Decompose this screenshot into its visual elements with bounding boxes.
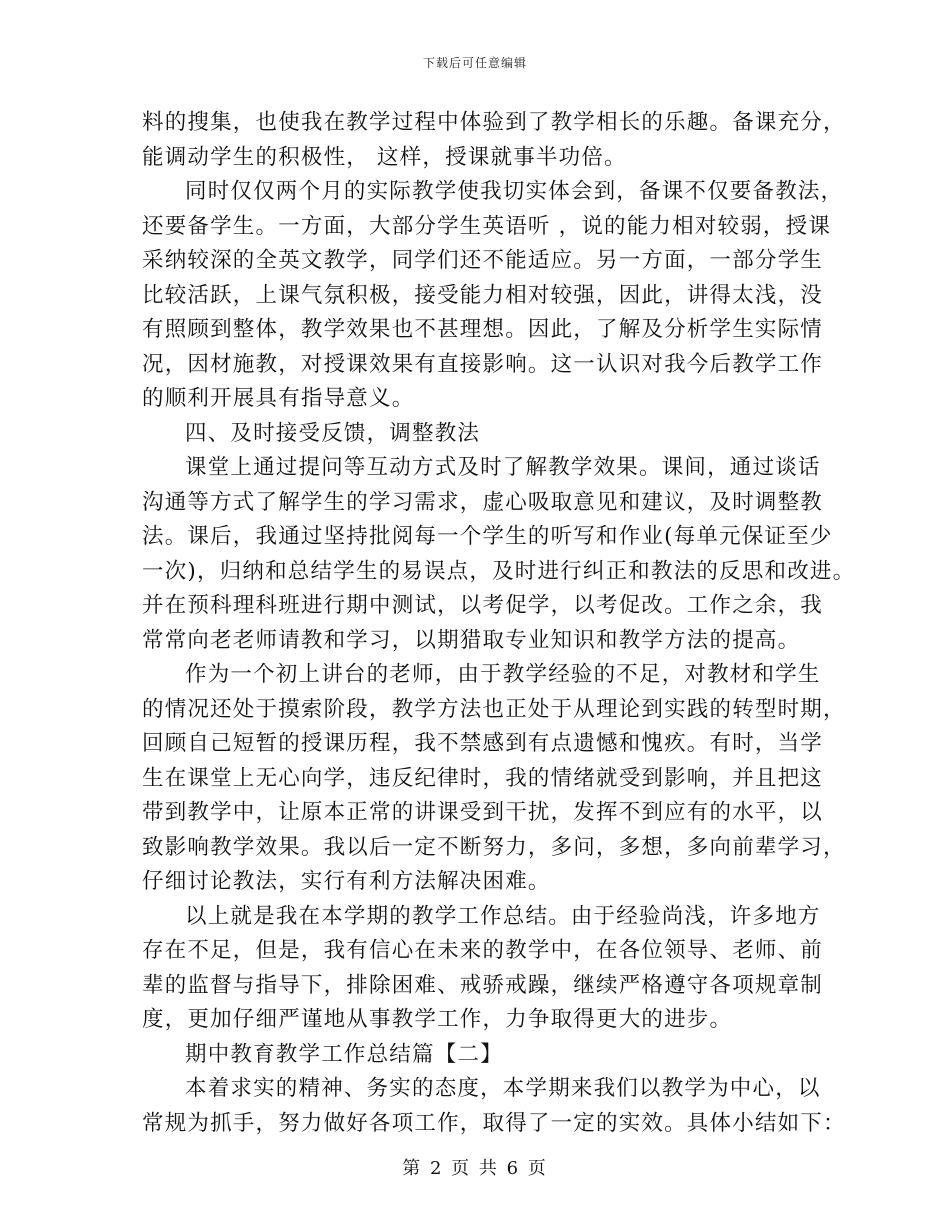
text-line: 的顺利开展具有指导意义。	[142, 386, 415, 411]
text-line: 存在不足，但是，我有信心在未来的教学中，在各位领导、老师、前	[142, 938, 824, 963]
text-line: 沟通等方式了解学生的学习需求，虚心吸取意见和建议，及时调整教	[142, 489, 824, 515]
text-line: 以上就是我在本学期的教学工作总结。由于经验尚浅，许多地方	[185, 903, 821, 929]
document-body	[142, 106, 856, 1141]
text-line: 致影响教学效果。我以后一定不断努力，多问，多想，多向前辈学习，	[142, 834, 846, 860]
text-line: 况，因材施教，对授课效果有直接影响。这一认识对我今后教学工作	[142, 351, 824, 377]
section-heading: 四、及时接受反馈，调整教法	[185, 420, 481, 446]
text-line: 还要备学生。一方面，大部分学生英语听 ，说的能力相对较弱，授课	[142, 213, 832, 239]
text-line: 仔细讨论教法，实行有利方法解决困难。	[142, 869, 551, 894]
text-line: 并在预科理科班进行期中测试，以考促学，以考促改。工作之余，我	[142, 593, 824, 618]
text-line: 的情况还处于摸索阶段，教学方法也正处于从理论到实践的转型时期，	[142, 696, 846, 722]
text-line: 生在课堂上无心向学，违反纪律时，我的情绪就受到影响，并且把这	[142, 765, 824, 791]
text-line: 度，更加仔细严谨地从事教学工作，力争取得更大的进步。	[142, 1007, 733, 1032]
text-line: 比较活跃，上课气氛积极，接受能力相对较强，因此，讲得太浅，没	[142, 282, 824, 308]
text-line: 法。课后，我通过坚持批阅每一个学生的听写和作业(每单元保证至少	[142, 524, 833, 549]
text-line: 有照顾到整体，教学效果也不甚理想。因此，了解及分析学生实际情	[142, 317, 824, 342]
text-line: 本着求实的精神、务实的态度，本学期来我们以教学为中心，以	[185, 1076, 821, 1101]
text-line: 常规为抓手，努力做好各项工作，取得了一定的实效。具体小结如下：	[142, 1110, 846, 1136]
text-line: 作为一个初上讲台的老师，由于教学经验的不足，对教材和学生	[185, 662, 821, 687]
page-number: 第 2 页 共 6 页	[402, 1158, 548, 1179]
text-line: 课堂上通过提问等互动方式及时了解教学效果。课间，通过谈话	[185, 455, 821, 480]
page-header: 下载后可任意编辑	[422, 56, 527, 70]
text-line: 料的搜集，也使我在教学过程中体验到了教学相长的乐趣。备课充分，	[142, 110, 846, 135]
text-line: 常常向老老师请教和学习，以期猎取专业知识和教学方法的提高。	[142, 627, 801, 653]
text-line: 带到教学中，让原本正常的讲课受到干扰，发挥不到应有的水平，以	[142, 800, 824, 825]
text-line: 采纳较深的全英文教学，同学们还不能适应。另一方面，一部分学生	[142, 248, 824, 273]
text-line: 辈的监督与指导下，排除困难、戒骄戒躁，继续严格遵守各项规章制	[142, 972, 824, 998]
text-line: 一次)，归纳和总结学生的易误点，及时进行纠正和教法的反思和改进。	[142, 558, 856, 584]
text-line: 能调动学生的积极性， 这样，授课就事半功倍。	[142, 144, 627, 170]
text-line: 同时仅仅两个月的实际教学使我切实体会到，备课不仅要备教法，	[185, 179, 844, 204]
section-heading: 期中教育教学工作总结篇【二】	[185, 1041, 503, 1067]
text-line: 回顾自己短暂的授课历程，我不禁感到有点遗憾和愧疚。有时，当学	[142, 731, 824, 756]
